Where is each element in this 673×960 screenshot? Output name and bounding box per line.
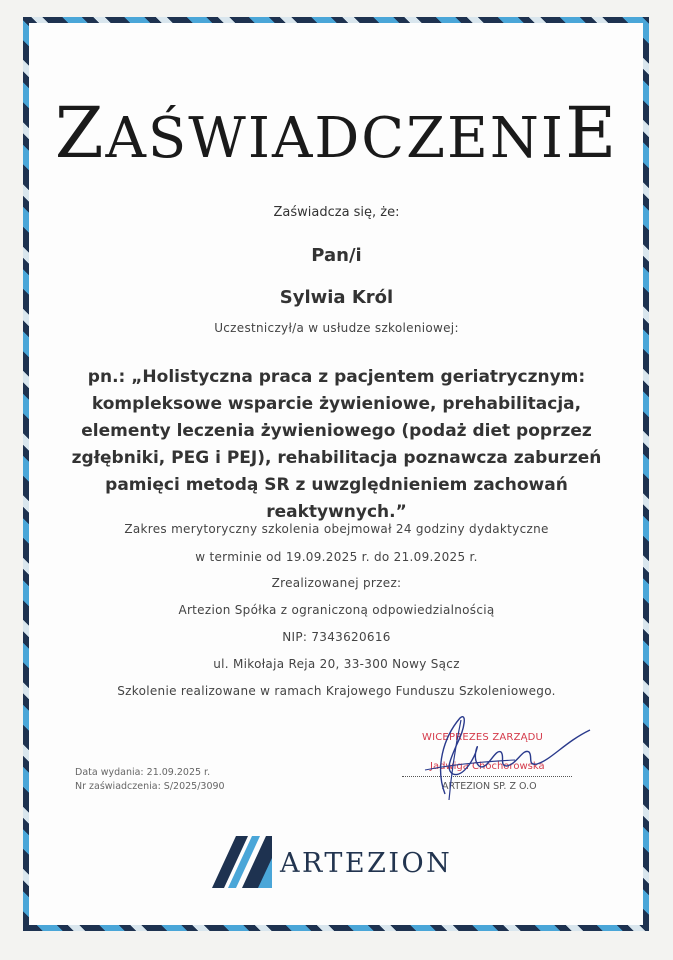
participation-text: Uczestniczył/a w usłudze szkoleniowej: (214, 321, 459, 335)
title-middle: AŚWIADCZENI (105, 106, 566, 171)
scope-text: Zakres merytoryczny szkolenia obejmował 24 godziny dydaktyczne (124, 522, 549, 536)
funding-text: Szkolenie realizowane w ramach Krajowego Funduszu Szkoleniowego. (117, 684, 556, 698)
company-name: Artezion Spółka z ograniczoną odpowiedzialnością (178, 603, 495, 617)
issue-info (75, 766, 225, 794)
company-address: ul. Mikołaja Reja 20, 33-300 Nowy Sącz (213, 657, 460, 671)
course-title: pn.: „Holistyczna praca z pacjentem geriatrycznym: kompleksowe wsparcie żywieniowe, prehabilitacja, elementy leczenia żywieniowego (podaż diet poprzez zgłębniki, PEG i PEJ), rehabilitacja poznawcza zaburzeń pamięci metodą SR z uwzględnieniem zachowań reaktywnych.” (71, 367, 602, 522)
company-nip: NIP: 7343620616 (282, 630, 391, 644)
title-final: E (565, 92, 619, 174)
stamp-title: WICEPREZES ZARZĄDU (422, 732, 544, 743)
delivered-by-label: Zrealizowanej przez: (271, 576, 402, 590)
certificate-title (0, 92, 673, 174)
stamp-name: Jadwiga Chochorowska (430, 761, 545, 772)
issue-date: Data wydania: 21.09.2025 r. (75, 767, 211, 778)
dates-text: w terminie od 19.09.2025 r. do 21.09.2025 r. (195, 550, 478, 564)
intro-text: Zaświadcza się, że: (273, 205, 400, 220)
certificate-number: Nr zaświadczenia: S/2025/3090 (75, 781, 225, 792)
salutation: Pan/i (311, 245, 362, 266)
handwritten-signature (405, 708, 600, 804)
title-initial: Z (54, 92, 106, 174)
recipient-name: Sylwia Król (279, 287, 394, 308)
stamp-company: ARTEZION SP. Z O.O (442, 781, 537, 792)
artezion-logo-text: ARTEZION (280, 848, 453, 879)
